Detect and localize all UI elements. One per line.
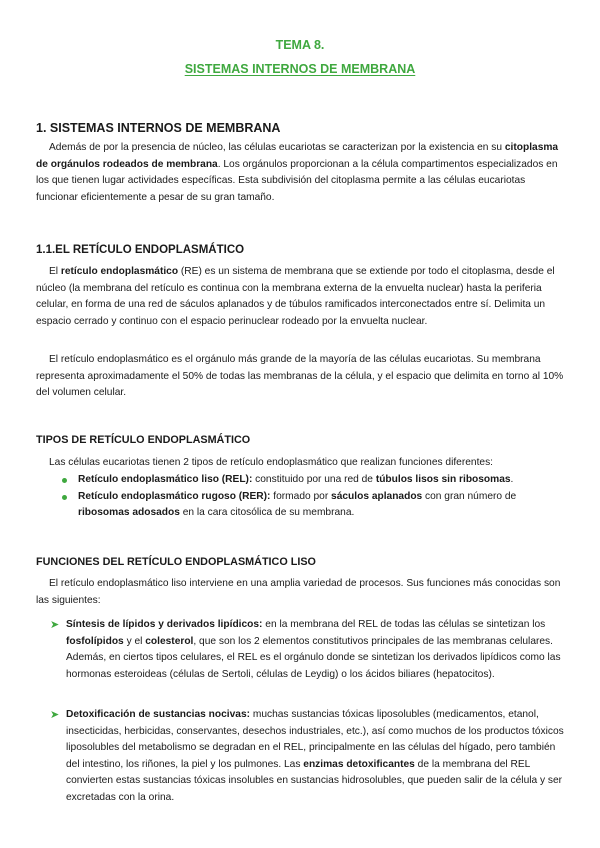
list-item: Retículo endoplasmático rugoso (RER): formado por sáculos aplanados con gran número de ribosomas adosados en la cara citosólica de su membrana. (60, 489, 560, 522)
chapter-number: TEMA 8. (275, 38, 325, 52)
chapter-title: SISTEMAS INTERNOS DE MEMBRANA (184, 62, 416, 76)
funcion-item-2: ➤ Detoxificación de sustancias nocivas: muchas sustancias tóxicas liposolubles (medicamentos, etanol, insecticidas, herbicidas, conservantes, desechos industriales, etc.), así como muchos de los productos tóxicos liposolubles del metabolismo se degradan en el REL, principalmente en las células del hígado, pero también del intestino, los riñones, la piel y los pulmones. Las enzimas detoxificantes de la membrana del REL convierten estas sustancias tóxicas insolubles en sustancias hidrosolubles, que pueden salir de la célula y ser excretadas con la orina. (50, 709, 564, 803)
tipos-heading: TIPOS DE RETÍCULO ENDOPLASMÁTICO (36, 434, 251, 446)
tipos-list (60, 472, 560, 522)
funcion-item-1: ➤ Síntesis de lípidos y derivados lipídicos: en la membrana del REL de todas las células se sintetizan los fosfolípidos y el colesterol, que son los 2 elementos constitutivos principales de las membranas celulares. Además, en ciertos tipos celulares, el REL es el orgánulo donde se sintetizan los derivados lipídicos como las hormonas esteroideas (células de Sertoli, células de Leydig) o los ácidos biliares (hepatocitos). (50, 619, 561, 680)
bullet-icon (62, 495, 67, 500)
re-paragraph-2: El retículo endoplasmático es el orgánulo más grande de la mayoría de las células eucariotas. Su membrana representa aproximadamente el 50% de todas las membranas de la célula, y el espacio que delimita en torno al 10% del volumen celular. (36, 354, 564, 399)
section-heading-1-1: 1.1.EL RETÍCULO ENDOPLASMÁTICO (36, 244, 245, 256)
re-paragraph-1: El retículo endoplasmático (RE) es un sistema de membrana que se extiende por todo el citoplasma, desde el núcleo (la membrana del retículo es continua con la membrana externa de la envuelta nuclear) hasta la periferia celular, en forma de una red de sáculos aplanados y de túbulos ramificados interconectados entre sí. Delimita un espacio cerrado y continuo con el espacio perinuclear rodeado por la envuelta nuclear. (36, 266, 555, 327)
tipos-intro: Las células eucariotas tienen 2 tipos de retículo endoplasmático que realizan funciones diferentes: (49, 457, 493, 468)
funciones-intro: El retículo endoplasmático liso interviene en una amplia variedad de procesos. Sus funciones más conocidas son las siguientes: (36, 578, 561, 606)
bullet-icon (62, 478, 67, 483)
section-1-paragraph: Además de por la presencia de núcleo, las células eucariotas se caracterizan por la existencia en su citoplasma de orgánulos rodeados de membrana. Los orgánulos proporcionan a la célula compartimentos especializados en los que tienen lugar actividades específicas. Esta subdivisión del citoplasma permite a las células eucariotas funcionar eficientemente a pesar de su gran tamaño. (36, 142, 559, 203)
arrow-bullet-icon: ➤ (50, 619, 60, 631)
funciones-heading: FUNCIONES DEL RETÍCULO ENDOPLASMÁTICO LISO (36, 556, 316, 568)
arrow-bullet-icon: ➤ (50, 709, 60, 721)
section-heading-1: 1. SISTEMAS INTERNOS DE MEMBRANA (36, 121, 281, 135)
list-item: Retículo endoplasmático liso (REL): constituido por una red de túbulos lisos sin ribosomas. (60, 472, 560, 489)
